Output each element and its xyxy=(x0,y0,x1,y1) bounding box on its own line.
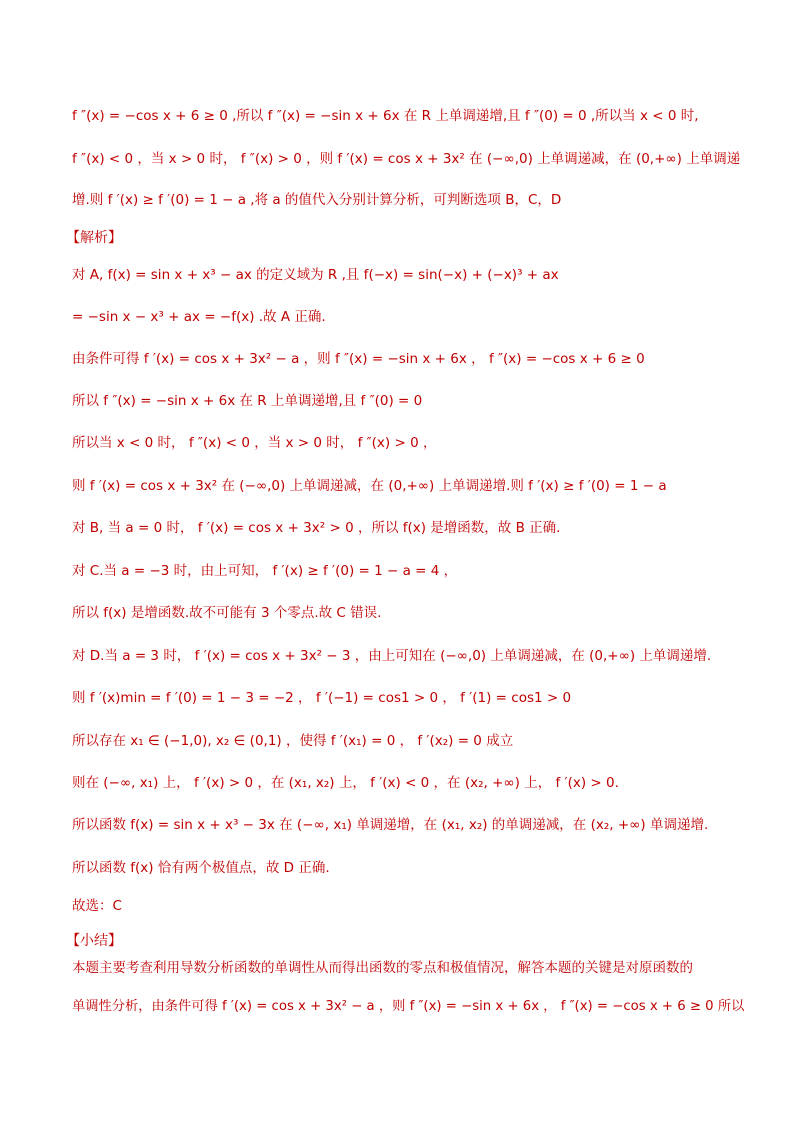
text-line-12: 对 C.当 a = −3 时，由上可知， f ′(x) ≥ f ′(0) = 1 − a = 4 ， xyxy=(72,563,458,579)
text-line-10: 则 f ′(x) = cos x + 3x² 在 (−∞,0) 上单调递减，在 (0,+∞) 上单调递增.则 f ′(x) ≥ f ′(0) = 1 − a xyxy=(72,478,667,494)
summary-line-2: 单调性分析，由条件可得 f ′(x) = cos x + 3x² − a ，则 f ″(x) = −sin x + 6x ， f ″(x) = −cos x + 6 ≥ 0 所以 xyxy=(72,999,745,1014)
text-line-15: 则 f ′(x)min = f ′(0) = 1 − 3 = −2 ， f ′(−1) = cos1 > 0 ， f ′(1) = cos1 > 0 xyxy=(72,690,572,706)
text-line-18: 所以函数 f(x) = sin x + x³ − 3x 在 (−∞, x₁) 单调递增，在 (x₁, x₂) 的单调递减，在 (x₂, +∞) 单调递增. xyxy=(72,817,709,833)
text-line-8: 所以 f ″(x) = −sin x + 6x 在 R 上单调递增,且 f ″(0) = 0 xyxy=(72,393,423,409)
text-line-6: = −sin x − x³ + ax = −f(x) .故 A 正确. xyxy=(72,309,326,325)
text-line-11: 对 B, 当 a = 0 时， f ′(x) = cos x + 3x² > 0 ，所以 f(x) 是增函数，故 B 正确. xyxy=(72,520,561,536)
text-line-5: 对 A, f(x) = sin x + x³ − ax 的定义域为 R ,且 f(−x) = sin(−x) + (−x)³ + ax xyxy=(72,267,559,283)
text-line-13: 所以 f(x) 是增函数.故不可能有 3 个零点.故 C 错误. xyxy=(72,605,382,621)
section-heading-jiexi: 【解析】 xyxy=(66,230,122,246)
answer-line: 故选：C xyxy=(72,898,122,914)
section-heading-summary: 【小结】 xyxy=(66,933,122,949)
summary-line-1: 本题主要考查利用导数分析函数的单调性从而得出函数的零点和极值情况，解答本题的关键是对原函数的 xyxy=(72,960,693,976)
text-line-3: 增.则 f ′(x) ≥ f ′(0) = 1 − a ,将 a 的值代入分别计算分析，可判断选项 B，C，D xyxy=(72,192,562,208)
text-line-9: 所以当 x < 0 时， f ″(x) < 0 ，当 x > 0 时， f ″(x) > 0 ， xyxy=(72,435,437,451)
text-line-16: 所以存在 x₁ ∈ (−1,0), x₂ ∈ (0,1) ，使得 f ′(x₁) = 0 ， f ′(x₂) = 0 成立 xyxy=(72,733,514,749)
text-line-17: 则在 (−∞, x₁) 上， f ′(x) > 0 ，在 (x₁, x₂) 上， f ′(x) < 0 ，在 (x₂, +∞) 上， f ′(x) > 0. xyxy=(72,775,619,791)
text-line-14: 对 D.当 a = 3 时， f ′(x) = cos x + 3x² − 3 ，由上可知在 (−∞,0) 上单调递减，在 (0,+∞) 上单调递增. xyxy=(72,648,712,664)
text-line-7: 由条件可得 f ′(x) = cos x + 3x² − a ，则 f ″(x) = −sin x + 6x ， f ″(x) = −cos x + 6 ≥ 0 xyxy=(72,351,645,367)
text-line-19: 所以函数 f(x) 恰有两个极值点，故 D 正确. xyxy=(72,860,330,876)
text-line-1: f ″(x) = −cos x + 6 ≥ 0 ,所以 f ″(x) = −sin x + 6x 在 R 上单调递增,且 f ″(0) = 0 ,所以当 x < 0 时, xyxy=(72,108,699,124)
text-line-2: f ″(x) < 0 ，当 x > 0 时， f ″(x) > 0 ，则 f ′(x) = cos x + 3x² 在 (−∞,0) 上单调递减，在 (0,+∞) 上单调递 xyxy=(72,151,741,167)
